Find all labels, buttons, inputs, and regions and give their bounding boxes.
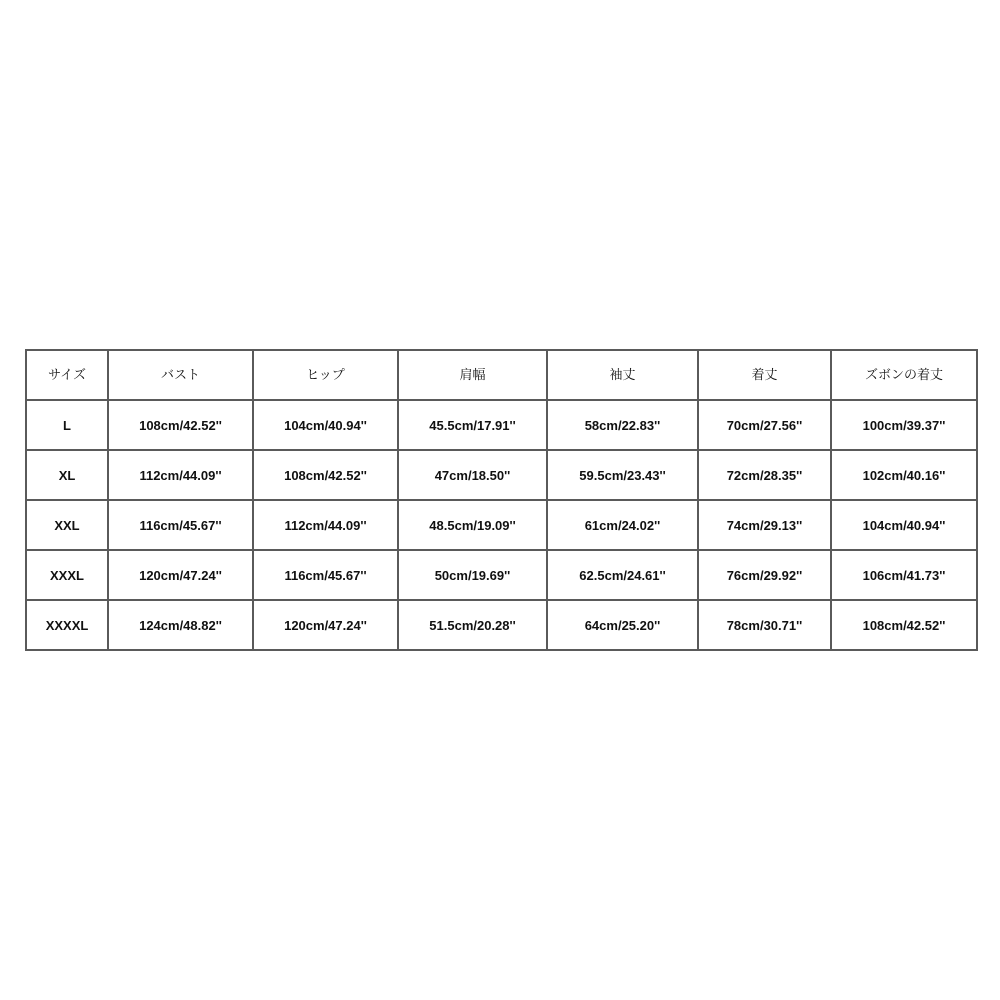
body-length-cell: 70cm/27.56'' xyxy=(698,400,831,450)
table-row xyxy=(26,450,977,500)
hip-cell: 112cm/44.09'' xyxy=(253,500,398,550)
body-length-cell: 74cm/29.13'' xyxy=(698,500,831,550)
header-bust: バスト xyxy=(108,350,253,400)
hip-cell: 116cm/45.67'' xyxy=(253,550,398,600)
bust-cell: 108cm/42.52'' xyxy=(108,400,253,450)
size-cell: XXXL xyxy=(26,550,108,600)
pants-length-cell: 106cm/41.73'' xyxy=(831,550,977,600)
table-row xyxy=(26,400,977,450)
size-cell: L xyxy=(26,400,108,450)
shoulder-cell: 47cm/18.50'' xyxy=(398,450,547,500)
bust-cell: 116cm/45.67'' xyxy=(108,500,253,550)
size-chart-table xyxy=(25,349,978,651)
shoulder-cell: 48.5cm/19.09'' xyxy=(398,500,547,550)
shoulder-cell: 45.5cm/17.91'' xyxy=(398,400,547,450)
header-body-length: 着丈 xyxy=(698,350,831,400)
sleeve-cell: 61cm/24.02'' xyxy=(547,500,698,550)
header-pants-length: ズボンの着丈 xyxy=(831,350,977,400)
bust-cell: 120cm/47.24'' xyxy=(108,550,253,600)
pants-length-cell: 104cm/40.94'' xyxy=(831,500,977,550)
body-length-cell: 76cm/29.92'' xyxy=(698,550,831,600)
hip-cell: 120cm/47.24'' xyxy=(253,600,398,650)
pants-length-cell: 108cm/42.52'' xyxy=(831,600,977,650)
bust-cell: 124cm/48.82'' xyxy=(108,600,253,650)
table-row xyxy=(26,500,977,550)
size-cell: XL xyxy=(26,450,108,500)
sleeve-cell: 62.5cm/24.61'' xyxy=(547,550,698,600)
size-cell: XXL xyxy=(26,500,108,550)
hip-cell: 104cm/40.94'' xyxy=(253,400,398,450)
header-size: サイズ xyxy=(26,350,108,400)
shoulder-cell: 51.5cm/20.28'' xyxy=(398,600,547,650)
body-length-cell: 72cm/28.35'' xyxy=(698,450,831,500)
hip-cell: 108cm/42.52'' xyxy=(253,450,398,500)
size-cell: XXXXL xyxy=(26,600,108,650)
pants-length-cell: 100cm/39.37'' xyxy=(831,400,977,450)
table-row xyxy=(26,550,977,600)
header-hip: ヒップ xyxy=(253,350,398,400)
body-length-cell: 78cm/30.71'' xyxy=(698,600,831,650)
header-sleeve-length: 袖丈 xyxy=(547,350,698,400)
sleeve-cell: 64cm/25.20'' xyxy=(547,600,698,650)
shoulder-cell: 50cm/19.69'' xyxy=(398,550,547,600)
sleeve-cell: 59.5cm/23.43'' xyxy=(547,450,698,500)
sleeve-cell: 58cm/22.83'' xyxy=(547,400,698,450)
header-shoulder-width: 肩幅 xyxy=(398,350,547,400)
pants-length-cell: 102cm/40.16'' xyxy=(831,450,977,500)
table-row xyxy=(26,600,977,650)
header-row xyxy=(26,350,977,400)
bust-cell: 112cm/44.09'' xyxy=(108,450,253,500)
